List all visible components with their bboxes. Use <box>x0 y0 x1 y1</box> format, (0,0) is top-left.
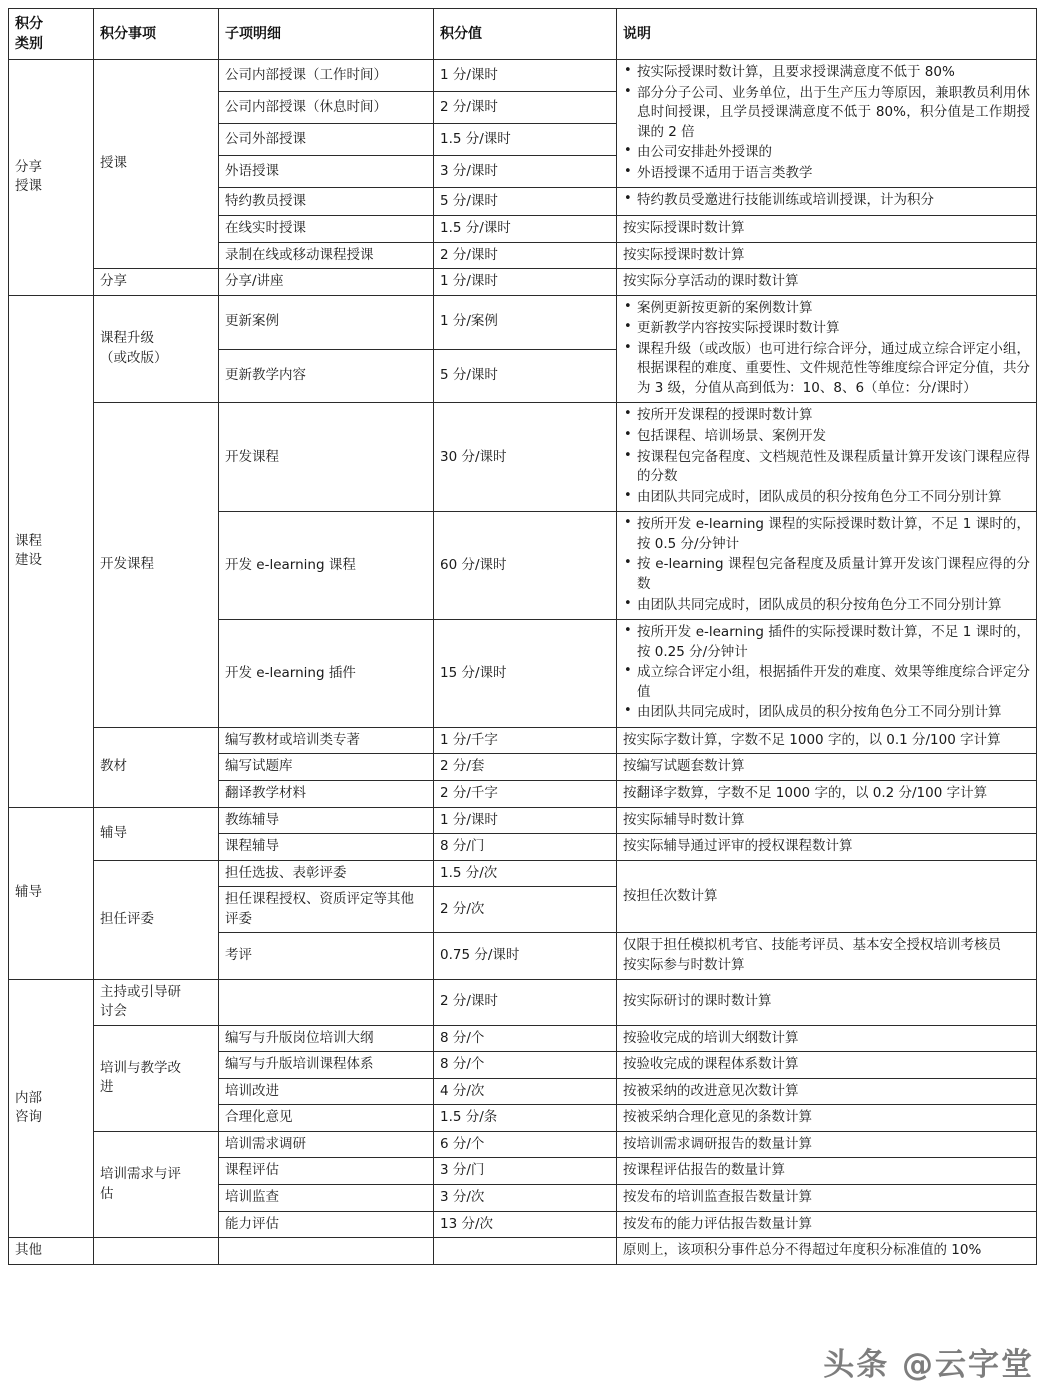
cell-category <box>9 295 94 807</box>
note-bullet-item: • 由团队共同完成时，团队成员的积分按角色分工不同分别计算 <box>623 596 1030 616</box>
table-row <box>9 1131 1037 1158</box>
cell-subitem: 担任课程授权、资质评定等其他评委 <box>219 887 434 933</box>
cell-value: 2 分/课时 <box>434 242 617 269</box>
cell-value: 8 分/门 <box>434 834 617 861</box>
cell-subitem: 特约教员授课 <box>219 188 434 216</box>
cell-category-line1: 其他 <box>15 1242 42 1259</box>
cell-value: 4 分/次 <box>434 1078 617 1105</box>
cell-value: 1 分/千字 <box>434 727 617 754</box>
note-text: 按实际辅导通过评审的授权课程数计算 <box>623 838 853 855</box>
cell-item-line2: 进 <box>100 1079 114 1096</box>
note-bullet-item: • 由团队共同完成时，团队成员的积分按角色分工不同分别计算 <box>623 488 1030 508</box>
note-bullet-item: • 由团队共同完成时，团队成员的积分按角色分工不同分别计算 <box>623 703 1030 723</box>
note-bullet-item: • 课程升级（或改版）也可进行综合评分，通过成立综合评定小组，根据课程的难度、重要性、文件规范性等维度综合评定分值，共分为 3 级，分值从高到低为：10、8、6（单位：分/课时） <box>623 340 1030 399</box>
cell-note <box>617 403 1037 512</box>
cell-subitem: 教练辅导 <box>219 807 434 834</box>
table-row <box>9 727 1037 754</box>
note-text: 按翻译字数算，字数不足 1000 字的，以 0.2 分/100 字计算 <box>623 785 988 801</box>
note-text: 按发布的能力评估报告数量计算 <box>623 1215 812 1232</box>
cell-subitem: 更新案例 <box>219 295 434 349</box>
note-bullet-item: • 由公司安排赴外授课的 <box>623 143 1030 163</box>
cell-subitem: 分享/讲座 <box>219 269 434 296</box>
cell-subitem: 公司内部授课（休息时间） <box>219 92 434 124</box>
cell-value: 8 分/个 <box>434 1025 617 1052</box>
cell-note <box>617 1158 1037 1185</box>
note-line: 仅限于担任模拟机考官、技能考评员、基本安全授权培训考核员 <box>623 937 1001 954</box>
cell-item-line2: 讨会 <box>100 1003 127 1020</box>
cell-subitem: 外语授课 <box>219 156 434 188</box>
cell-note <box>617 860 1037 933</box>
note-bullet-item: • 按实际授课时数计算，且要求授课满意度不低于 80% <box>623 63 1030 83</box>
table-body <box>9 60 1037 1265</box>
cell-note <box>617 620 1037 728</box>
note-bullet-item: • 外语授课不适用于语言类教学 <box>623 164 1030 184</box>
note-bullet-item: • 部分分子公司、业务单位，出于生产压力等原因，兼职教员利用休息时间授课，且学员授课满意度不低于 80%，积分值是工作期授课的 2 倍 <box>623 84 1030 143</box>
note-bullet-list <box>623 191 1030 211</box>
cell-value: 60 分/课时 <box>434 512 617 620</box>
cell-subitem <box>219 1238 434 1265</box>
cell-item: 授课 <box>94 60 219 269</box>
cell-value: 30 分/课时 <box>434 403 617 512</box>
table-row <box>9 403 1037 512</box>
column-header-subitem: 子项明细 <box>219 9 434 60</box>
cell-subitem: 开发 e-learning 插件 <box>219 620 434 728</box>
cell-value: 1.5 分/次 <box>434 860 617 887</box>
cell-note <box>617 1105 1037 1132</box>
column-header-note: 说明 <box>617 9 1037 60</box>
note-bullet-item: • 特约教员受邀进行技能训练或培训授课，计为积分 <box>623 191 1030 211</box>
cell-category <box>9 1238 94 1265</box>
column-header-category-line1: 积分 <box>15 15 43 32</box>
cell-category-line2: 建设 <box>15 552 42 569</box>
cell-subitem: 在线实时授课 <box>219 215 434 242</box>
cell-item: 担任评委 <box>94 860 219 979</box>
cell-item-line1: 主持或引导研 <box>100 983 181 1000</box>
cell-note <box>617 188 1037 216</box>
cell-value: 5 分/课时 <box>434 349 617 403</box>
note-bullet-item: • 按所开发 e-learning 插件的实际授课时数计算，不足 1 课时的，按 0.25 分/分钟计 <box>623 623 1030 662</box>
cell-subitem: 编写教材或培训类专著 <box>219 727 434 754</box>
cell-note <box>617 933 1037 979</box>
note-text: 按实际辅导时数计算 <box>623 811 745 828</box>
cell-value: 3 分/门 <box>434 1158 617 1185</box>
note-text: 按实际分享活动的课时数计算 <box>623 273 799 290</box>
note-bullet-list <box>623 406 1030 507</box>
cell-subitem: 开发 e-learning 课程 <box>219 512 434 620</box>
cell-item-line1: 培训与教学改 <box>100 1059 181 1076</box>
cell-item: 开发课程 <box>94 403 219 727</box>
table-row <box>9 860 1037 887</box>
cell-note <box>617 1185 1037 1212</box>
cell-subitem: 公司外部授课 <box>219 124 434 156</box>
cell-value: 8 分/个 <box>434 1052 617 1079</box>
cell-value: 3 分/次 <box>434 1185 617 1212</box>
cell-note <box>617 1025 1037 1052</box>
cell-item: 辅导 <box>94 807 219 860</box>
cell-value: 2 分/次 <box>434 887 617 933</box>
cell-note <box>617 1052 1037 1079</box>
cell-item: 分享 <box>94 269 219 296</box>
cell-item-line1: 课程升级 <box>100 330 154 347</box>
cell-value: 0.75 分/课时 <box>434 933 617 979</box>
cell-note <box>617 215 1037 242</box>
table-row <box>9 295 1037 349</box>
cell-item-line1: 培训需求与评 <box>100 1165 181 1182</box>
table-row <box>9 979 1037 1025</box>
cell-value <box>434 1238 617 1265</box>
cell-category-line2: 授课 <box>15 178 42 195</box>
cell-note <box>617 60 1037 188</box>
cell-value: 1 分/课时 <box>434 807 617 834</box>
cell-note <box>617 1238 1037 1265</box>
cell-subitem: 考评 <box>219 933 434 979</box>
cell-note <box>617 512 1037 620</box>
cell-note <box>617 807 1037 834</box>
column-header-item: 积分事项 <box>94 9 219 60</box>
table-row <box>9 1238 1037 1265</box>
cell-value: 2 分/课时 <box>434 92 617 124</box>
note-bullet-list <box>623 515 1030 615</box>
cell-value: 1 分/课时 <box>434 269 617 296</box>
note-text: 按被采纳的改进意见次数计算 <box>623 1082 799 1099</box>
note-text: 按担任次数计算 <box>623 887 718 904</box>
cell-item <box>94 1131 219 1237</box>
cell-subitem <box>219 979 434 1025</box>
cell-subitem: 培训需求调研 <box>219 1131 434 1158</box>
cell-subitem: 公司内部授课（工作时间） <box>219 60 434 92</box>
note-text: 按被采纳合理化意见的条数计算 <box>623 1109 812 1126</box>
note-bullet-item: • 按所开发 e-learning 课程的实际授课时数计算，不足 1 课时的，按 0.5 分/分钟计 <box>623 515 1030 554</box>
cell-subitem: 课程评估 <box>219 1158 434 1185</box>
note-bullet-item: • 成立综合评定小组，根据插件开发的难度、效果等维度综合评定分值 <box>623 663 1030 702</box>
note-bullet-item: • 更新教学内容按实际授课时数计算 <box>623 319 1030 339</box>
cell-subitem: 培训改进 <box>219 1078 434 1105</box>
note-text: 按培训需求调研报告的数量计算 <box>623 1135 812 1152</box>
cell-category-line1: 辅导 <box>15 884 42 901</box>
table-row <box>9 60 1037 92</box>
cell-category-line1: 课程 <box>15 532 42 549</box>
cell-item <box>94 1025 219 1131</box>
cell-category-line1: 内部 <box>15 1089 42 1106</box>
cell-value: 1.5 分/条 <box>434 1105 617 1132</box>
note-text: 按实际字数计算，字数不足 1000 字的，以 0.1 分/100 字计算 <box>623 731 1001 748</box>
cell-subitem: 编写与升版培训课程体系 <box>219 1052 434 1079</box>
note-bullet-list <box>623 63 1030 183</box>
cell-value: 2 分/套 <box>434 754 617 781</box>
cell-value: 1 分/课时 <box>434 60 617 92</box>
note-text: 按实际授课时数计算 <box>623 246 745 263</box>
cell-item-line2: （或改版） <box>100 350 168 367</box>
note-text: 按编写试题套数计算 <box>623 758 745 775</box>
note-text: 原则上，该项积分事件总分不得超过年度积分标准值的 10% <box>623 1242 982 1259</box>
cell-value: 6 分/个 <box>434 1131 617 1158</box>
cell-note <box>617 269 1037 296</box>
column-header-category <box>9 9 94 60</box>
cell-subitem: 录制在线或移动课程授课 <box>219 242 434 269</box>
cell-subitem: 编写与升版岗位培训大纲 <box>219 1025 434 1052</box>
note-bullet-list <box>623 623 1030 723</box>
cell-value: 1.5 分/课时 <box>434 124 617 156</box>
cell-note <box>617 1211 1037 1238</box>
cell-category <box>9 979 94 1238</box>
cell-note <box>617 754 1037 781</box>
cell-value: 2 分/课时 <box>434 979 617 1025</box>
cell-note <box>617 1131 1037 1158</box>
cell-note <box>617 727 1037 754</box>
cell-item-line2: 估 <box>100 1185 114 1202</box>
note-text: 按实际研讨的课时数计算 <box>623 993 772 1010</box>
cell-subitem: 培训监查 <box>219 1185 434 1212</box>
note-text: 按实际授课时数计算 <box>623 219 745 236</box>
cell-value: 5 分/课时 <box>434 188 617 216</box>
table-row <box>9 269 1037 296</box>
header-row <box>9 9 1037 60</box>
cell-note <box>617 979 1037 1025</box>
cell-value: 3 分/课时 <box>434 156 617 188</box>
cell-note <box>617 781 1037 808</box>
note-bullet-list <box>623 299 1030 399</box>
note-bullet-item: • 按课程包完备程度、文档规范性及课程质量计算开发该门课程应得的分数 <box>623 448 1030 487</box>
note-text: 按验收完成的培训大纲数计算 <box>623 1029 799 1046</box>
cell-note <box>617 242 1037 269</box>
cell-item: 教材 <box>94 727 219 807</box>
column-header-category-line2: 类别 <box>15 36 43 52</box>
points-rules-table <box>8 8 1037 1265</box>
table-row <box>9 1025 1037 1052</box>
cell-subitem: 更新教学内容 <box>219 349 434 403</box>
cell-value: 13 分/次 <box>434 1211 617 1238</box>
table-row <box>9 807 1037 834</box>
cell-subitem: 课程辅导 <box>219 834 434 861</box>
table-header <box>9 9 1037 60</box>
cell-subitem: 担任选拔、表彰评委 <box>219 860 434 887</box>
cell-note <box>617 295 1037 403</box>
cell-note <box>617 1078 1037 1105</box>
cell-value: 1 分/案例 <box>434 295 617 349</box>
note-line: 按实际参与时数计算 <box>623 956 745 973</box>
column-header-value: 积分值 <box>434 9 617 60</box>
note-text: 按课程评估报告的数量计算 <box>623 1162 785 1179</box>
note-bullet-item: • 包括课程、培训场景、案例开发 <box>623 427 1030 447</box>
note-bullet-item: • 按 e-learning 课程包完备程度及质量计算开发该门课程应得的分数 <box>623 555 1030 594</box>
cell-subitem: 合理化意见 <box>219 1105 434 1132</box>
cell-item <box>94 295 219 403</box>
cell-category-line1: 分享 <box>15 158 42 175</box>
cell-category <box>9 807 94 979</box>
cell-item <box>94 1238 219 1265</box>
note-bullet-item: • 按所开发课程的授课时数计算 <box>623 406 1030 426</box>
cell-value: 1.5 分/课时 <box>434 215 617 242</box>
cell-category <box>9 60 94 296</box>
cell-subitem: 编写试题库 <box>219 754 434 781</box>
cell-subitem: 翻译教学材料 <box>219 781 434 808</box>
watermark: 头条 @云字堂 <box>823 1347 1034 1383</box>
cell-subitem: 开发课程 <box>219 403 434 512</box>
cell-value: 15 分/课时 <box>434 620 617 728</box>
cell-note <box>617 834 1037 861</box>
cell-item <box>94 979 219 1025</box>
note-bullet-item: • 案例更新按更新的案例数计算 <box>623 299 1030 319</box>
cell-value: 2 分/千字 <box>434 781 617 808</box>
note-text: 按发布的培训监查报告数量计算 <box>623 1189 812 1205</box>
note-text: 按验收完成的课程体系数计算 <box>623 1056 799 1073</box>
cell-category-line2: 咨询 <box>15 1109 42 1126</box>
cell-subitem: 能力评估 <box>219 1211 434 1238</box>
